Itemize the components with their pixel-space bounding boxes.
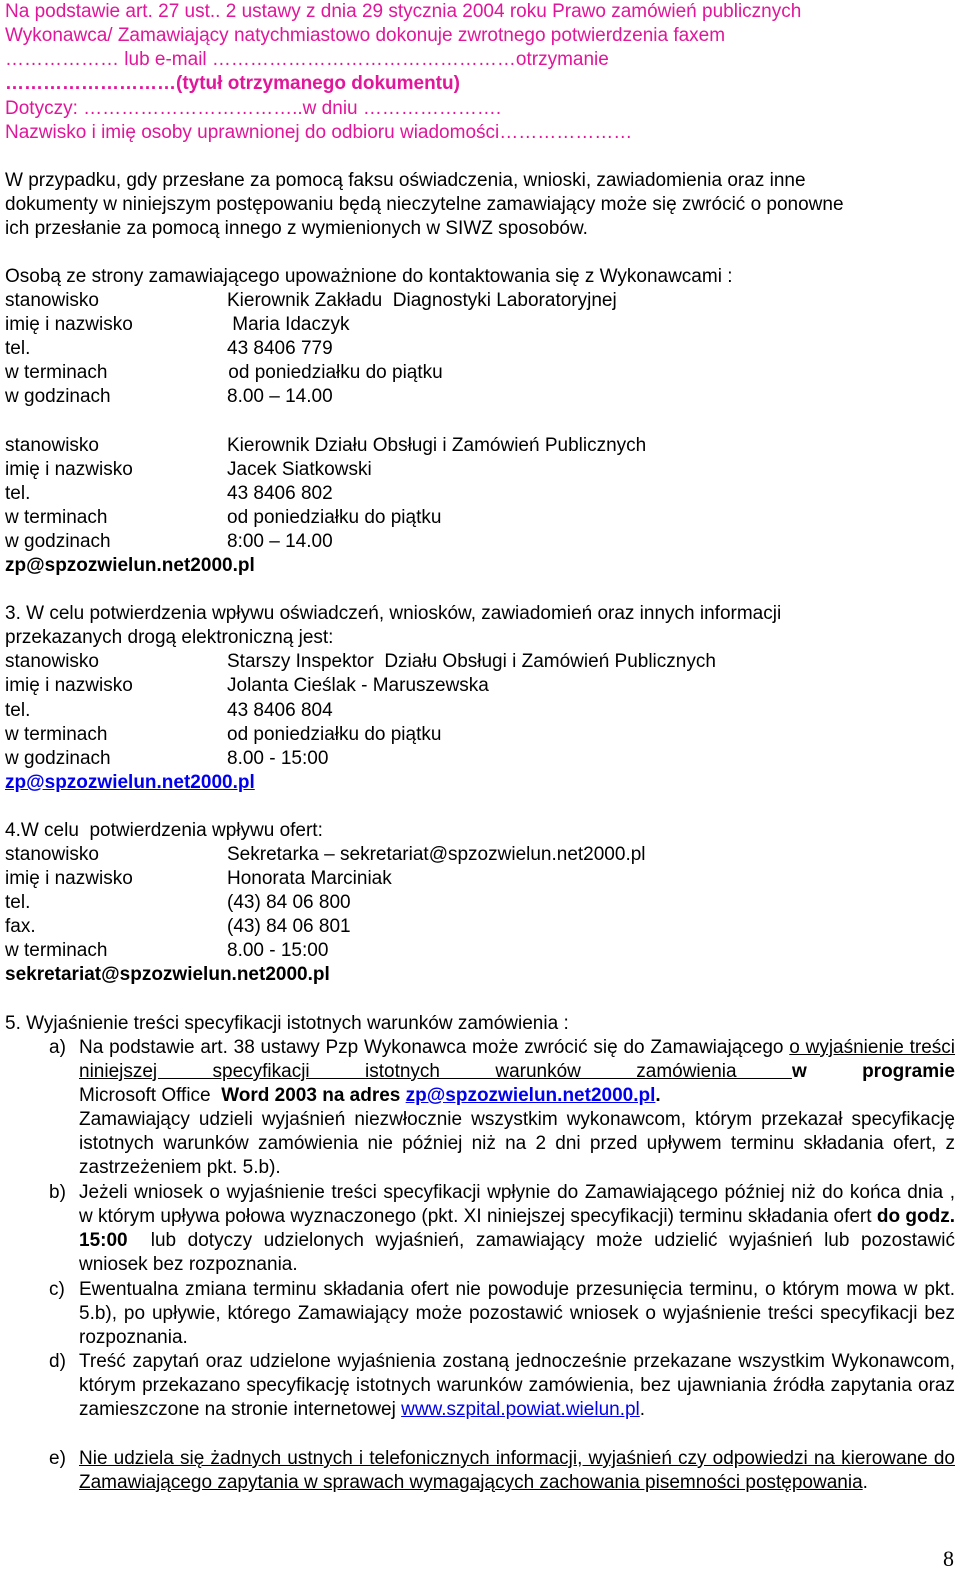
item-b-marker: b) xyxy=(49,1182,66,1203)
row-value: Maria Idaczyk xyxy=(227,314,350,335)
row-label: stanowisko xyxy=(5,435,99,456)
item-c-para: Ewentualna zmiana terminu składania ofert nie powoduje przesunięcia terminu, o którym mowa w pkt. 5.b), po upływie, którego Zamawiający może pozostawić wniosek o wyjaśnienie treści specyfikacji bez rozpoznania. xyxy=(79,1279,955,1348)
contact1-row xyxy=(5,361,955,385)
row-label: imię i nazwisko xyxy=(5,314,133,335)
item-d-para xyxy=(79,1350,955,1422)
section5-title: 5. Wyjaśnienie treści specyfikacji istotnych warunków zamówienia : xyxy=(5,1013,569,1034)
header-line-5: Dotyczy: ……………………………..w dniu …………………. xyxy=(5,98,502,119)
row-value: (43) 84 06 800 xyxy=(227,892,351,913)
contact2-row xyxy=(5,482,955,506)
section4-row xyxy=(5,939,955,963)
item-a-underlined: o wyjaśnienie treści niniejszej specyfikacji istotnych warunków zamówienia xyxy=(79,1037,955,1082)
row-label: w terminach xyxy=(5,724,108,745)
row-value: Kierownik Zakładu Diagnostyki Laboratoryjnej xyxy=(227,290,617,311)
header-line-2: Wykonawca/ Zamawiający natychmiastowo dokonuje zwrotnego potwierdzenia faxem xyxy=(5,25,726,46)
item-a-email-link[interactable]: zp@spzozwielun.net2000.pl xyxy=(405,1085,656,1106)
header-line-1: Na podstawie art. 27 ust.. 2 ustawy z dnia 29 stycznia 2004 roku Prawo zamówień publicznych xyxy=(5,1,802,22)
row-label: w terminach xyxy=(5,362,108,383)
item-d-text: Treść zapytań oraz udzielone wyjaśnienia zostaną jednocześnie przekazane wszystkim Wykonawcom, którym przekazano specyfikację istotnych warunków zamówienia, bez ujawniania źródła zapytania oraz zamieszczone na stronie internetowej xyxy=(79,1351,955,1420)
contact1-row xyxy=(5,289,955,313)
section4-row xyxy=(5,843,955,867)
header-line-4: ………………………(tytuł otrzymanego dokumentu) xyxy=(5,73,460,94)
item-a-end: . xyxy=(655,1085,661,1106)
row-value: od poniedziałku do piątku xyxy=(223,362,443,383)
section3-email-link[interactable] xyxy=(5,771,255,795)
row-label: stanowisko xyxy=(5,844,99,865)
section3-row xyxy=(5,723,955,747)
header-line-3: ……………… lub e-mail …………………………………………otrzymanie xyxy=(5,49,609,70)
row-label: stanowisko xyxy=(5,290,99,311)
contact2-row xyxy=(5,434,955,458)
section4-row xyxy=(5,891,955,915)
section3-title-line-1: 3. W celu potwierdzenia wpływu oświadczeń, wniosków, zawiadomień oraz innych informacji xyxy=(5,603,782,624)
page-number: 8 xyxy=(943,1546,954,1571)
section3-row xyxy=(5,650,955,674)
row-label: tel. xyxy=(5,483,31,504)
row-value: 43 8406 779 xyxy=(227,338,333,359)
item-a-bold: w programie xyxy=(791,1061,955,1082)
item-a-word-bold: Word 2003 na adres xyxy=(221,1085,406,1106)
item-a-ms-office: Microsoft Office xyxy=(79,1085,222,1106)
row-value: Kierownik Działu Obsługi i Zamówień Publicznych xyxy=(227,435,647,456)
item-c-marker: c) xyxy=(49,1279,65,1300)
item-e-end: . xyxy=(862,1472,868,1493)
item-e-underlined: Nie udziela się żadnych ustnych i telefonicznych informacji, wyjaśnień czy odpowiedzi na kierowane do Zamawiającego zapytania w sprawach wymagających zachowania pisemności postępowania xyxy=(79,1448,955,1493)
section3-row xyxy=(5,699,955,723)
section3-title-line-2: przekazanych drogą elektroniczną jest: xyxy=(5,627,334,648)
contact2-row xyxy=(5,458,955,482)
row-value: 8:00 – 14.00 xyxy=(227,531,333,552)
item-b-bold: do godz. 15:00 xyxy=(79,1206,955,1251)
row-label: w terminach xyxy=(5,940,108,961)
contacts-intro: Osobą ze strony zamawiającego upoważnione do kontaktowania się z Wykonawcami : xyxy=(5,266,733,287)
section4-row xyxy=(5,915,955,939)
fax-note-line-3: ich przesłanie za pomocą innego z wymienionych w SIWZ sposobów. xyxy=(5,218,588,239)
row-label: tel. xyxy=(5,892,31,913)
fax-note-line-2: dokumenty w niniejszym postępowaniu będą nieczytelne zamawiający może się zwrócić o ponowne xyxy=(5,194,844,215)
contact2-row xyxy=(5,506,955,530)
row-label: fax. xyxy=(5,916,36,937)
row-label: w terminach xyxy=(5,507,108,528)
item-a-para-1 xyxy=(79,1036,955,1084)
website-link[interactable]: www.szpital.powiat.wielun.pl xyxy=(401,1399,640,1420)
row-value: Honorata Marciniak xyxy=(227,868,392,889)
fax-note-line-1: W przypadku, gdy przesłane za pomocą faksu oświadczenia, wnioski, zawiadomienia oraz inne xyxy=(5,170,806,191)
item-d-end: . xyxy=(639,1399,646,1420)
row-label: imię i nazwisko xyxy=(5,459,133,480)
row-value: Jolanta Cieślak - Maruszewska xyxy=(227,675,489,696)
section4-title: 4.W celu potwierdzenia wpływu ofert: xyxy=(5,820,323,841)
section4-email: sekretariat@spzozwielun.net2000.pl xyxy=(5,964,330,985)
contact1-row xyxy=(5,337,955,361)
item-b-para xyxy=(79,1181,960,1277)
row-label: tel. xyxy=(5,338,31,359)
row-value: 43 8406 804 xyxy=(227,700,333,721)
item-a-marker: a) xyxy=(49,1037,66,1058)
row-label: w godzinach xyxy=(5,748,111,769)
row-label: imię i nazwisko xyxy=(5,868,133,889)
row-label: stanowisko xyxy=(5,651,99,672)
row-value: 8.00 - 15:00 xyxy=(227,940,329,961)
email-link[interactable]: zp@spzozwielun.net2000.pl xyxy=(5,772,255,793)
row-value: 43 8406 802 xyxy=(227,483,333,504)
section3-row xyxy=(5,674,955,698)
item-e-para xyxy=(79,1447,955,1495)
header-line-6: Nazwisko i imię osoby uprawnionej do odbioru wiadomości………………… xyxy=(5,122,633,143)
item-d-marker: d) xyxy=(49,1351,66,1372)
row-value: Jacek Siatkowski xyxy=(227,459,372,480)
item-e-marker: e) xyxy=(49,1448,66,1469)
row-value: Sekretarka – sekretariat@spzozwielun.net2000.pl xyxy=(227,844,646,865)
row-label: w godzinach xyxy=(5,531,111,552)
item-a-line-3 xyxy=(79,1084,661,1108)
row-value: (43) 84 06 801 xyxy=(227,916,351,937)
item-b-text-2: lub dotyczy udzielonych wyjaśnień, zamawiający może udzielić wyjaśnień lub pozostawić wniosek bez rozpoznania. xyxy=(79,1230,960,1275)
section4-row xyxy=(5,867,955,891)
item-b-text-1: Jeżeli wniosek o wyjaśnienie treści specyfikacji wpłynie do Zamawiającego później niż do końca dnia , w którym upływa połowa wyznaczonego (pkt. XI niniejszej specyfikacji) terminu składania ofert xyxy=(79,1182,955,1227)
contact1-row xyxy=(5,313,955,337)
contact2-row xyxy=(5,530,955,554)
row-value: od poniedziałku do piątku xyxy=(227,507,442,528)
row-value: 8.00 - 15:00 xyxy=(227,748,329,769)
contact2-email: zp@spzozwielun.net2000.pl xyxy=(5,555,255,576)
contact1-row xyxy=(5,385,955,409)
item-a-para-2: Zamawiający udzieli wyjaśnień niezwłocznie wszystkim wykonawcom, którym przekazał specyfikację istotnych warunków zamówienia nie później niż na 2 dni przed upływem terminu składania ofert, z zastrzeżeniem pkt. 5.b). xyxy=(79,1109,955,1178)
row-value: od poniedziałku do piątku xyxy=(227,724,442,745)
row-label: w godzinach xyxy=(5,386,111,407)
section3-row xyxy=(5,747,955,771)
item-a-text: Na podstawie art. 38 ustawy Pzp Wykonawca może zwrócić się do Zamawiającego xyxy=(79,1037,790,1058)
row-label: imię i nazwisko xyxy=(5,675,133,696)
row-value: Starszy Inspektor Działu Obsługi i Zamówień Publicznych xyxy=(227,651,716,672)
row-label: tel. xyxy=(5,700,31,721)
row-value: 8.00 – 14.00 xyxy=(227,386,333,407)
